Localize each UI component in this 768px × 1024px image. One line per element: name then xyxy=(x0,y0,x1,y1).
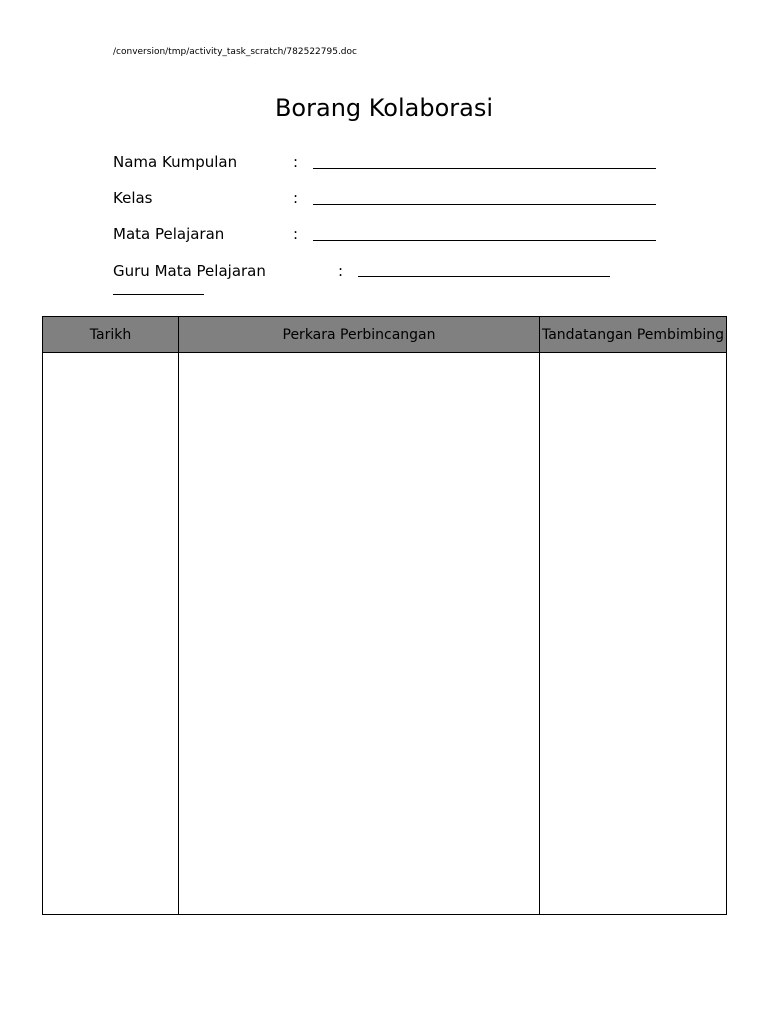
field-colon: : xyxy=(293,153,299,171)
nama-kumpulan-input-line[interactable] xyxy=(313,168,656,169)
guru-mata-pelajaran-input-line[interactable] xyxy=(358,276,610,277)
field-label-guru-mata-pelajaran: Guru Mata Pelajaran xyxy=(113,262,266,280)
tarikh-cell[interactable] xyxy=(43,353,179,915)
table-row xyxy=(43,353,727,915)
mata-pelajaran-input-line[interactable] xyxy=(313,240,656,241)
field-label-kelas: Kelas xyxy=(113,189,153,207)
column-header-tarikh: Tarikh xyxy=(43,317,179,353)
field-colon: : xyxy=(293,225,299,243)
form-title: Borang Kolaborasi xyxy=(274,94,494,122)
guru-mata-pelajaran-input-line-continued[interactable] xyxy=(113,294,204,295)
column-header-tandatangan-pembimbing: Tandatangan Pembimbing xyxy=(540,317,727,353)
field-colon: : xyxy=(293,189,299,207)
perkara-perbincangan-cell[interactable] xyxy=(179,353,540,915)
file-path: /conversion/tmp/activity_task_scratch/782522795.doc xyxy=(113,47,357,57)
tandatangan-pembimbing-cell[interactable] xyxy=(540,353,727,915)
discussion-log-table xyxy=(42,316,727,915)
field-label-mata-pelajaran: Mata Pelajaran xyxy=(113,225,225,243)
table-header-row xyxy=(43,317,727,353)
kelas-input-line[interactable] xyxy=(313,204,656,205)
field-colon: : xyxy=(338,262,344,280)
column-header-perkara-perbincangan: Perkara Perbincangan xyxy=(179,317,540,353)
field-label-nama-kumpulan: Nama Kumpulan xyxy=(113,153,238,171)
